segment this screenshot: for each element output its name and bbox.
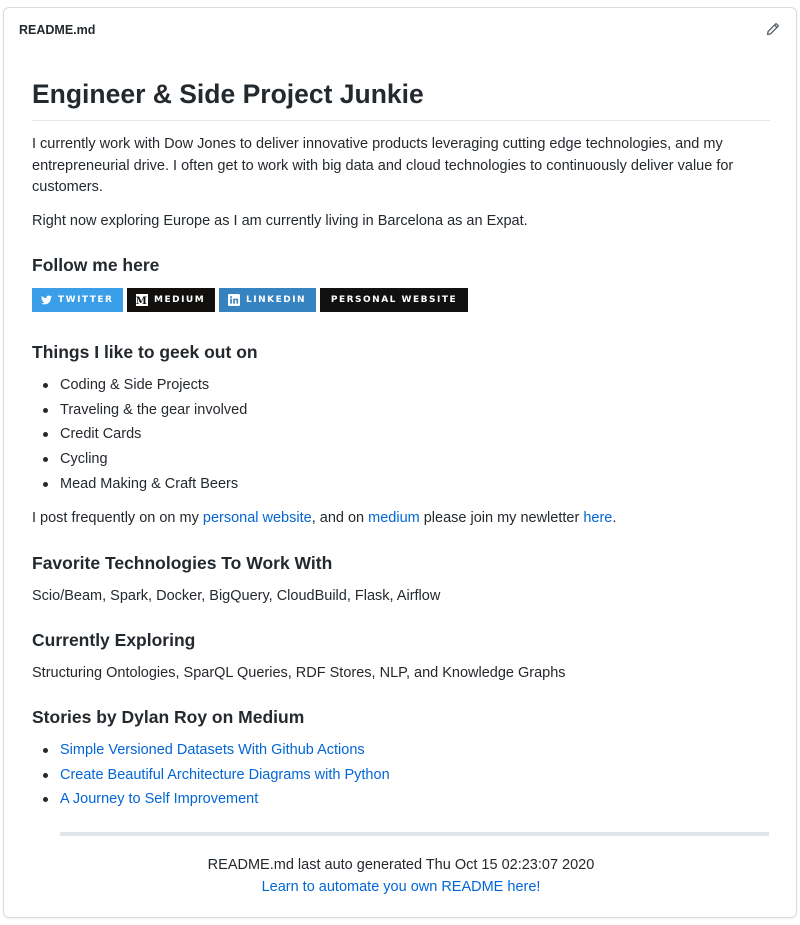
stories-list (60, 738, 390, 812)
linkedin-badge-label: LINKEDIN (246, 295, 307, 305)
personal-website-badge[interactable] (320, 288, 468, 312)
tech-paragraph: Scio/Beam, Spark, Docker, BigQuery, CloudBuild, Flask, Airflow (32, 588, 441, 604)
geek-heading: Things I like to geek out on (32, 342, 258, 362)
intro-paragraph: I currently work with Dow Jones to deliver innovative products leveraging cutting edge technologies, and my entrepreneurial drive. I often get to work with big data and cloud technologies to continuously deliver value for customers. (32, 136, 734, 195)
post-text: please join my newletter (419, 510, 584, 526)
list-item (60, 763, 390, 788)
footer-link-line (32, 879, 770, 895)
linkedin-badge[interactable] (219, 288, 316, 312)
list-item (60, 738, 390, 763)
medium-link[interactable]: medium (368, 510, 420, 526)
story-link[interactable]: A Journey to Self Improvement (60, 791, 259, 808)
geek-list (60, 373, 247, 497)
list-item (60, 787, 390, 812)
follow-heading: Follow me here (32, 255, 160, 275)
twitter-badge[interactable] (32, 288, 123, 312)
list-item: Traveling & the gear involved (60, 398, 247, 423)
newsletter-link[interactable]: here (583, 510, 613, 526)
post-text: , and on (311, 510, 369, 526)
post-text: . (612, 510, 617, 526)
linkedin-in-icon (228, 294, 240, 306)
medium-badge-label: MEDIUM (154, 295, 206, 305)
twitter-bird-icon (41, 295, 52, 305)
readme-card (3, 7, 797, 918)
readme-filename: README.md (19, 23, 96, 37)
tech-heading: Favorite Technologies To Work With (32, 553, 333, 573)
list-item: Mead Making & Craft Beers (60, 472, 247, 497)
story-link[interactable]: Simple Versioned Datasets With Github Actions (60, 742, 365, 758)
exploring-paragraph: Structuring Ontologies, SparQL Queries, RDF Stores, NLP, and Knowledge Graphs (32, 665, 566, 681)
readme-title: Engineer & Side Project Junkie (32, 78, 770, 121)
post-paragraph (32, 508, 770, 530)
footer-divider (60, 832, 769, 836)
exploring-heading: Currently Exploring (32, 630, 196, 650)
medium-badge[interactable] (127, 288, 215, 312)
personal-website-link[interactable]: personal website (202, 510, 312, 526)
post-text: I post frequently on on my (32, 510, 203, 526)
personal-website-badge-label: PERSONAL WEBSITE (330, 295, 458, 305)
story-link[interactable]: Create Beautiful Architecture Diagrams with Python (60, 766, 390, 783)
social-badges (32, 288, 468, 312)
automate-readme-link[interactable]: Learn to automate you own README here! (261, 879, 541, 895)
twitter-badge-label: TWITTER (58, 295, 114, 305)
stories-heading: Stories by Dylan Roy on Medium (32, 707, 305, 727)
edit-pencil-icon[interactable] (764, 20, 782, 38)
location-paragraph: Right now exploring Europe as I am currently living in Barcelona as an Expat. (32, 213, 528, 229)
readme-header (4, 8, 796, 52)
list-item: Credit Cards (60, 422, 247, 447)
medium-m-icon (136, 294, 148, 306)
list-item: Coding & Side Projects (60, 373, 247, 398)
svg-text:M: M (136, 296, 148, 306)
footer-generated-text: README.md last auto generated Thu Oct 15 02:23:07 2020 (207, 857, 595, 873)
list-item: Cycling (60, 447, 247, 472)
